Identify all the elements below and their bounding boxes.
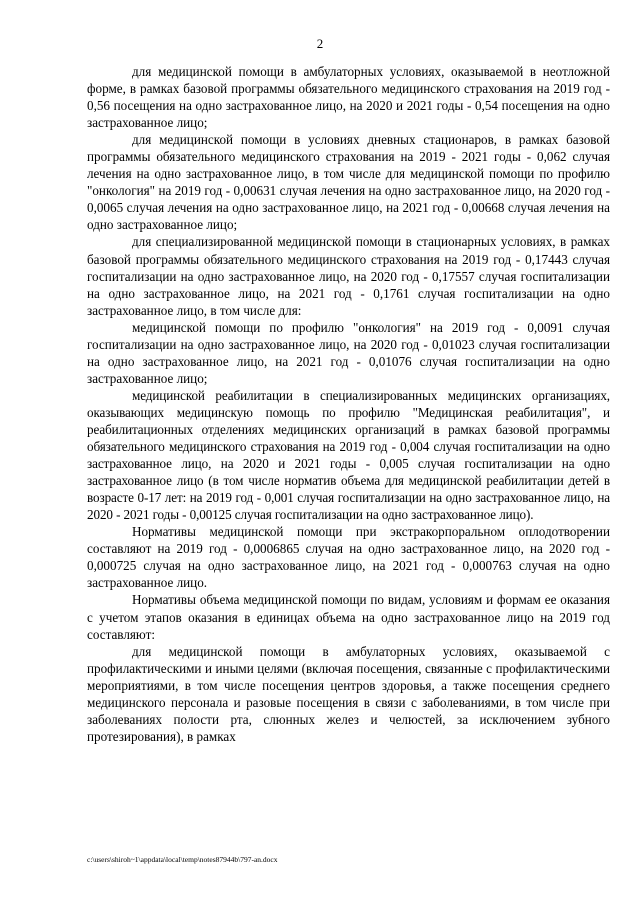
paragraph-inpatient-specialized: для специализированной медицинской помощи в стационарных условиях, в рамках базовой программы обязательного медицинского страхования на 2019 год - 0,17443 случая госпитализации на одно застрахованное лицо, на 2020 год - 0,17557 случая госпитализации на одно застрахованное лицо, на 2021 год - 0,1761 случая госпитализации на одно застрахованное лицо, в том числе для: (87, 234, 610, 318)
paragraph-ivf: Нормативы медицинской помощи при экстракорпоральном оплодотворении составляют на 2019 год - 0,0006865 случая на одно застрахованное лицо, на 2020 год - 0,000725 случая на одно застрахованное лицо, на 2021 год - 0,000763 случая на одно застрахованное лицо. (87, 524, 610, 591)
paragraph-oncology: медицинской помощи по профилю "онкология" на 2019 год - 0,0091 случая госпитализации на одно застрахованное лицо, на 2020 год - 0,01023 случая госпитализации на одно застрахованное лицо, на 2021 год - 0,01076 случая госпитализации на одно застрахованное лицо; (87, 319, 610, 386)
page-number: 2 (316, 36, 324, 51)
paragraph-rehabilitation: медицинской реабилитации в специализированных медицинских организациях, оказывающих медицинскую помощь по профилю "Медицинская реабилитация", и реабилитационных отделениях медицинских организаций в рамках базовой программы обязательного медицинского страхования на 2019 год - 0,004 случая госпитализации на одно застрахованное лицо, на 2020 и 2021 годы - 0,005 случая госпитализации на одно застрахованное лицо (в том числе норматив объема для медицинской реабилитации детей в возрасте 0-17 лет: на 2019 год - 0,001 случая госпитализации на одно застрахованное лицо, на 2020 - 2021 годы - 0,00125 случая госпитализации на одно застрахованное лицо). (87, 387, 610, 523)
document-body (87, 63, 610, 745)
paragraph-emergency-outpatient: для медицинской помощи в амбулаторных условиях, оказываемой в неотложной форме, в рамках базовой программы обязательного медицинского страхования на 2019 год - 0,56 посещения на одно застрахованное лицо, на 2020 и 2021 годы - 0,54 посещения на одно застрахованное лицо; (87, 64, 610, 131)
paragraph-volume-norms: Нормативы объема медицинской помощи по видам, условиям и формам ее оказания с учетом этапов оказания в единицах объема на одно застрахованное лицо на 2019 год составляют: (87, 592, 610, 642)
footer-file-path: c:\users\shiroh~1\appdata\local\temp\notes87944b\797-an.docx (87, 855, 278, 864)
paragraph-day-hospital: для медицинской помощи в условиях дневных стационаров, в рамках базовой программы обязательного медицинского страхования на 2019 - 2021 годы - 0,062 случая лечения на одно застрахованное лицо, в том числе для медицинской помощи по профилю "онкология" на 2019 год - 0,00631 случая лечения на одно застрахованное лицо, на 2020 год - 0,0065 случая лечения на одно застрахованное лицо, на 2021 год - 0,00668 случая лечения на одно застрахованное лицо; (87, 132, 610, 233)
paragraph-preventive-outpatient: для медицинской помощи в амбулаторных условиях, оказываемой с профилактическими и иными целями (включая посещения, связанные с профилактическими мероприятиями, в том числе посещения центров здоровья, а также посещения среднего медицинского персонала и разовые посещения в связи с заболеваниями, в том числе при заболеваниях полости рта, слюнных желез и челюстей, за исключением зубного протезирования), в рамках (87, 643, 610, 744)
